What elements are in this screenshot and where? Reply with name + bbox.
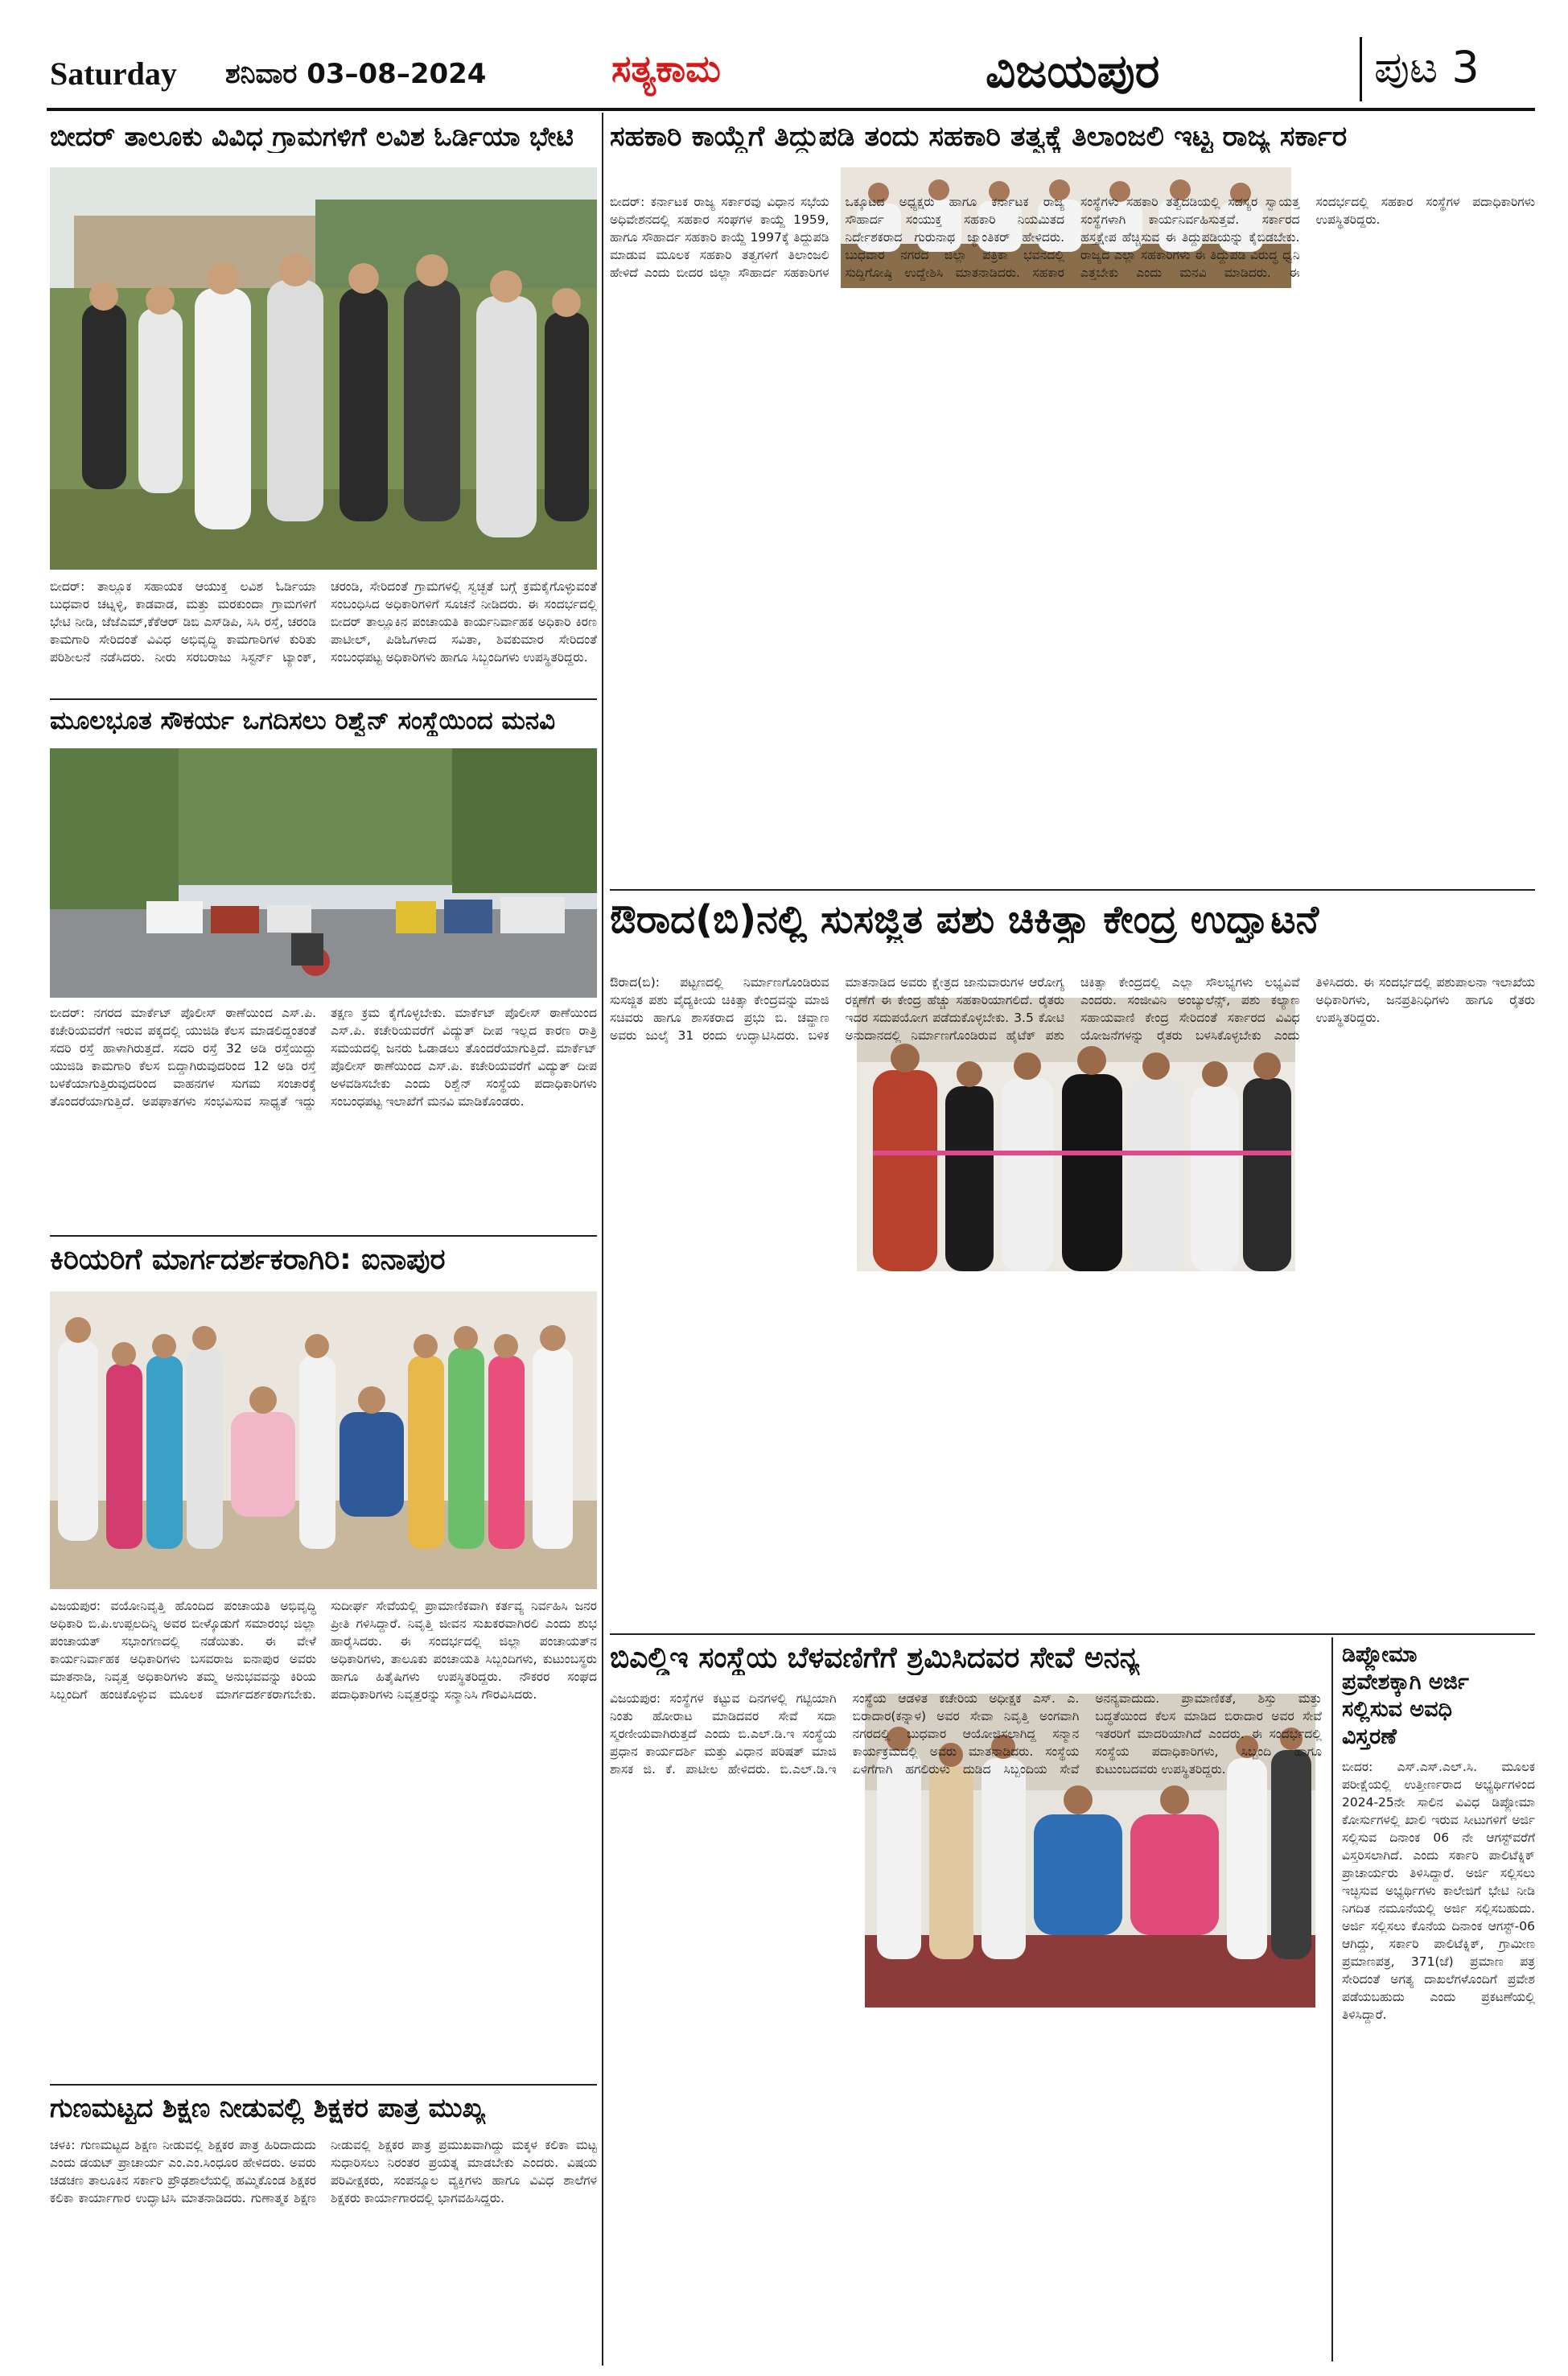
headline-line: ವಿಸ್ತರಣೆ xyxy=(1342,1724,1397,1749)
headline-diploma xyxy=(1342,1641,1535,1751)
headline-railway-request: ಮೂಲಭೂತ ಸೌಕರ್ಯ ಒಗದಿಸಲು ರಿಶ್ವೆನ್ ಸಂಸ್ಥೆಯಿಂದ ಮನವಿ xyxy=(50,706,556,735)
headline-bidar-odia: ಬೀದರ್ ತಾಲೂಕು ವಿವಿಧ ಗ್ರಾಮಗಳಿಗೆ ಲವಿಶ ಓರ್ಡಿಯಾ ಭೇಟಿ xyxy=(50,121,574,152)
edition-city: ವಿಜಯಪುರ xyxy=(986,43,1160,98)
issue-date: ಶನಿವಾರ 03–08–2024 xyxy=(225,58,487,90)
article-body-vet-center: ಔರಾದ(ಬಿ): ಪಟ್ಟಣದಲ್ಲಿ ನಿರ್ಮಾಣಗೊಂಡಿರುವ ಸುಸಜ್ಜಿತ ಪಶು ವೈದ್ಯಕೀಯ ಚಿಕಿತ್ಸಾ ಕೇಂದ್ರವನ್ನು ಮಾಜಿ ಸಚಿವರು ಹಾಗೂ ಶಾಸಕರಾದ ಪ್ರಭು ಬಿ. ಚವ್ಹಾಣ ಅವರು ಜುಲೈ 31 ರಂದು ಉದ್ಘಾಟಿಸಿದರು. ಬಳಿಕ ಮಾತನಾಡಿದ ಅವರು ಕ್ಷೇತ್ರದ ಜಾನುವಾರುಗಳ ಆರೋಗ್ಯ ರಕ್ಷಣೆಗೆ ಈ ಕೇಂದ್ರ ಹೆಚ್ಚು ಸಹಕಾರಿಯಾಗಲಿದೆ. ರೈತರು ಇದರ ಸದುಪಯೋಗ ಪಡೆದುಕೊಳ್ಳಬೇಕು. 3.5 ಕೋಟಿ ಅನುದಾನದಲ್ಲಿ ನಿರ್ಮಾಣಗೊಂಡಿರುವ ಹೈಟೆಕ್ ಪಶು ಚಿಕಿತ್ಸಾ ಕೇಂದ್ರದಲ್ಲಿ ಎಲ್ಲಾ ಸೌಲಭ್ಯಗಳು ಲಭ್ಯವಿವೆ ಎಂದರು. ಸಂಜೀವಿನಿ ಅಂಬ್ಯುಲೆನ್ಸ್, ಪಶು ಕಲ್ಯಾಣ ಸಹಾಯವಾಣಿ ಕೇಂದ್ರ ಸೇರಿದಂತೆ ಸರ್ಕಾರದ ವಿವಿಧ ಯೋಜನೆಗಳನ್ನು ರೈತರು ಬಳಸಿಕೊಳ್ಳಬೇಕು ಎಂದು ತಿಳಿಸಿದರು. ಈ ಸಂದರ್ಭದಲ್ಲಿ ಪಶುಪಾಲನಾ ಇಲಾಖೆಯ ಅಧಿಕಾರಿಗಳು, ಜನಪ್ರತಿನಿಧಿಗಳು ಹಾಗೂ ರೈತರು ಉಪಸ್ಥಿತರಿದ್ದರು. xyxy=(610,975,1535,1043)
masthead-divider xyxy=(1360,37,1362,101)
headline-bldea: ಬಿಎಲ್ಡಿಇ ಸಂಸ್ಥೆಯ ಬೆಳವಣಿಗೆಗೆ ಶ್ರಮಿಸಿದವರ ಸೇವೆ ಅನನ್ಯ xyxy=(610,1641,1140,1674)
photo-officials-village-visit xyxy=(50,167,597,570)
masthead-rule xyxy=(47,108,1535,111)
photo-road-traffic xyxy=(50,748,597,998)
article-body-cooperative: ಬೀದರ್: ಕರ್ನಾಟಕ ರಾಜ್ಯ ಸರ್ಕಾರವು ವಿಧಾನ ಸಭೆಯ ಅಧಿವೇಶನದಲ್ಲಿ ಸಹಕಾರ ಸಂಘಗಳ ಕಾಯ್ದೆ 1959, ಹಾಗೂ ಸೌಹಾರ್ದ ಸಹಕಾರಿ ಕಾಯ್ದೆ 1997ಕ್ಕೆ ತಿದ್ದುಪಡಿ ಮಾಡುವ ಮೂಲಕ ಸಹಕಾರಿ ತತ್ವಗಳಿಗೆ ತಿಲಾಂಜಲಿ ಹೇಳಿದೆ ಎಂದು ಬೀದರ ಜಿಲ್ಲಾ ಸೌಹಾರ್ದ ಸಹಕಾರಿಗಳ ಒಕ್ಕೂಟದ ಅಧ್ಯಕ್ಷರು ಹಾಗೂ ಕರ್ನಾಟಕ ರಾಜ್ಯ ಸೌಹಾರ್ದ ಸಂಯುಕ್ತ ಸಹಕಾರಿ ನಿಯಮಿತದ ನಿರ್ದೇಶಕರಾದ ಗುರುನಾಥ ಜ್ಯಾಂತಿಕರ್ ಹೇಳಿದರು. ಬುಧವಾರ ನಗರದ ಜಿಲ್ಲಾ ಪತ್ರಿಕಾ ಭವನದಲ್ಲಿ ಸುದ್ದಿಗೋಷ್ಠಿ ಉದ್ದೇಶಿಸಿ ಮಾತನಾಡಿದರು. ಸಹಕಾರ ಸಂಸ್ಥೆಗಳು ಸಹಕಾರಿ ತತ್ವದಡಿಯಲ್ಲಿ ಸದಸ್ಯರ ಸ್ವಾಯತ್ತ ಸಂಸ್ಥೆಗಳಾಗಿ ಕಾರ್ಯನಿರ್ವಹಿಸುತ್ತವೆ. ಸರ್ಕಾರದ ಹಸ್ತಕ್ಷೇಪ ಹೆಚ್ಚಿಸುವ ಈ ತಿದ್ದುಪಡಿಯನ್ನು ಕೈಬಿಡಬೇಕು. ರಾಜ್ಯದ ಎಲ್ಲಾ ಸಹಕಾರಿಗಳು ಈ ತಿದ್ದುಪಡಿ ವಿರುದ್ಧ ಧ್ವನಿ ಎತ್ತಬೇಕು ಎಂದು ಮನವಿ ಮಾಡಿದರು. ಈ ಸಂದರ್ಭದಲ್ಲಿ ಸಹಕಾರ ಸಂಸ್ಥೆಗಳ ಪದಾಧಿಕಾರಿಗಳು ಉಪಸ್ಥಿತರಿದ್ದರು. xyxy=(610,195,1535,280)
article-divider xyxy=(50,2084,597,2086)
article-divider xyxy=(610,889,1535,891)
column-rule xyxy=(1331,1637,1333,2362)
page-number: ಪುಟ 3 xyxy=(1374,42,1480,93)
headline-vet-center: ಔರಾದ(ಬಿ)ನಲ್ಲಿ ಸುಸಜ್ಜಿತ ಪಶು ಚಿಕಿತ್ಸಾ ಕೇಂದ್ರ ಉದ್ಘಾಟನೆ xyxy=(610,897,1319,942)
headline-line: ಡಿಪ್ಲೋಮಾ xyxy=(1342,1642,1418,1667)
column-rule xyxy=(602,113,603,2366)
weekday-en: Saturday xyxy=(50,56,177,92)
headline-cooperative: ಸಹಕಾರಿ ಕಾಯ್ದೆಗೆ ತಿದ್ದುಪಡಿ ತಂದು ಸಹಕಾರಿ ತತ್ವಕ್ಕೆ ತಿಲಾಂಜಲಿ ಇಟ್ಟ ರಾಜ್ಯ ಸರ್ಕಾರ xyxy=(610,121,1348,153)
article-body-bldea: ವಿಜಯಪುರ: ಸಂಸ್ಥೆಗಳ ಕಟ್ಟುವ ದಿನಗಳಲ್ಲಿ ಗಟ್ಟಿಯಾಗಿ ನಿಂತು ಹೋರಾಟ ಮಾಡಿದವರ ಸೇವೆ ಸದಾ ಸ್ಮರಣೀಯವಾಗಿರುತ್ತದೆ ಎಂದು ಬಿ.ಎಲ್.ಡಿ.ಇ ಸಂಸ್ಥೆಯ ಪ್ರಧಾನ ಕಾರ್ಯದರ್ಶಿ ಮತ್ತು ವಿಧಾನ ಪರಿಷತ್ ಮಾಜಿ ಶಾಸಕ ಜಿ. ಕೆ. ಪಾಟೀಲ ಹೇಳಿದರು. ಬಿ.ಎಲ್.ಡಿ.ಇ ಸಂಸ್ಥೆಯ ಆಡಳಿತ ಕಚೇರಿಯ ಅಧೀಕ್ಷಕ ಎಸ್. ಎ. ಬಿರಾದಾರ(ಕನ್ನಾಳ) ಅವರ ಸೇವಾ ನಿವೃತ್ತಿ ಅಂಗವಾಗಿ ನಗರದಲ್ಲಿ ಬುಧವಾರ ಆಯೋಜಿಸಲಾಗಿದ್ದ ಸನ್ಮಾನ ಕಾರ್ಯಕ್ರಮದಲ್ಲಿ ಅವರು ಮಾತನಾಡಿದರು. ಸಂಸ್ಥೆಯ ಏಳಿಗೆಗಾಗಿ ಹಗಲಿರುಳು ದುಡಿದ ಸಿಬ್ಬಂದಿಯ ಸೇವೆ ಅನನ್ಯವಾದುದು. ಪ್ರಾಮಾಣಿಕತೆ, ಶಿಸ್ತು ಮತ್ತು ಬದ್ಧತೆಯಿಂದ ಕೆಲಸ ಮಾಡಿದ ಬಿರಾದಾರ ಅವರ ಸೇವೆ ಇತರರಿಗೆ ಮಾದರಿಯಾಗಿದೆ ಎಂದರು. ಈ ಸಂದರ್ಭದಲ್ಲಿ ಸಂಸ್ಥೆಯ ಪದಾಧಿಕಾರಿಗಳು, ಸಿಬ್ಬಂದಿ ಹಾಗೂ ಕುಟುಂಬದವರು ಉಪಸ್ಥಿತರಿದ್ದರು. xyxy=(610,1691,1322,1777)
article-body-railway-request: ಬೀದರ್: ನಗರದ ಮಾರ್ಕೆಟ್ ಪೊಲೀಸ್ ಠಾಣೆಯಿಂದ ಎಸ್.ಪಿ. ಕಚೇರಿಯವರೆಗೆ ಇರುವ ಪಕ್ಕದಲ್ಲಿ ಯುಜಿಡಿ ಕೆಲಸ ಮಾಡಲಿದ್ದಂತಂತೆ ಸದರಿ ರಸ್ತೆ ಹಾಳಾಗಿರುತ್ತದೆ. ಸದರಿ ರಸ್ತೆ 32 ಅಡಿ ರಸ್ತೆಯಿದ್ದು ಯುಜಿಡಿ ಕಾಮಗಾರಿ ಕೆಲಸ ಬಿದ್ದಾಗಿರುವುದರಿಂದ 12 ಅಡಿ ರಸ್ತೆ ಬಳಕೆಯಾಗುತ್ತಿರುವುದರಿಂದ ವಾಹನಗಳ ಸುಗಮ ಸಂಚಾರಕ್ಕೆ ತೊಂದರೆಯಾಗುತ್ತಿದೆ. ಅಪಘಾತಗಳು ಸಂಭವಿಸುವ ಸಾಧ್ಯತೆ ಇದ್ದು ತಕ್ಷಣ ಕ್ರಮ ಕೈಗೊಳ್ಳಬೇಕು. ಮಾರ್ಕೆಟ್ ಪೊಲೀಸ್ ಠಾಣೆಯಿಂದ ಎಸ್.ಪಿ. ಕಚೇರಿಯವರೆಗೆ ವಿದ್ಯುತ್ ದೀಪ ಇಲ್ಲದ ಕಾರಣ ರಾತ್ರಿ ಸಮಯದಲ್ಲಿ ಜನರು ಓಡಾಡಲು ತೊಂದರೆಯಾಗುತ್ತಿದೆ. ಮಾರ್ಕೆಟ್ ಪೊಲೀಸ್ ಠಾಣೆಯಿಂದ ಎಸ್.ಪಿ. ಕಚೇರಿಯವರೆಗೆ ವಿದ್ಯುತ್ ದೀಪ ಅಳವಡಿಸಬೇಕು ಎಂದು ರಿಶ್ವೆನ್ ಸಂಸ್ಥೆಯ ಪದಾಧಿಕಾರಿಗಳು ಸಂಬಂಧಪಟ್ಟ ಇಲಾಖೆಗೆ ಮನವಿ ಮಾಡಿಕೊಂಡರು. xyxy=(50,1006,597,1109)
article-body-diploma: ಬೀದರ: ಎಸ್.ಎಸ್.ಎಲ್.ಸಿ. ಮೂಲಕ ಪರೀಕ್ಷೆಯಲ್ಲಿ ಉತ್ತೀರ್ಣರಾದ ಅಭ್ಯರ್ಥಿಗಳಿಂದ 2024-25ನೇ ಸಾಲಿನ ವಿವಿಧ ಡಿಪ್ಲೋಮಾ ಕೋರ್ಸುಗಳಲ್ಲಿ ಖಾಲಿ ಇರುವ ಸೀಟುಗಳಿಗೆ ಅರ್ಜಿ ಸಲ್ಲಿಸುವ ದಿನಾಂಕ 06 ನೇ ಆಗಸ್ಟ್‌ವರೆಗೆ ವಿಸ್ತರಿಸಲಾಗಿದೆ. ಎಂದು ಸರ್ಕಾರಿ ಪಾಲಿಟೆಕ್ನಿಕ್ ಪ್ರಾಚಾರ್ಯರು ತಿಳಿಸಿದ್ದಾರೆ. ಅರ್ಜಿ ಸಲ್ಲಿಸಲು ಇಚ್ಛಿಸುವ ಅಭ್ಯರ್ಥಿಗಳು ಕಾಲೇಜಿಗೆ ಭೇಟಿ ನೀಡಿ ನಿಗದಿತ ನಮೂನೆಯಲ್ಲಿ ಅರ್ಜಿ ಸಲ್ಲಿಸಬಹುದು. ಅರ್ಜಿ ಸಲ್ಲಿಸಲು ಕೊನೆಯ ದಿನಾಂಕ ಆಗಸ್ಟ್-06 ಆಗಿದ್ದು, ಸರ್ಕಾರಿ ಪಾಲಿಟೆಕ್ನಿಕ್, ಗ್ರಾಮೀಣ ಪ್ರಮಾಣಪತ್ರ, 371(ಜೆ) ಪ್ರಮಾಣ ಪತ್ರ ಸೇರಿದಂತೆ ಅಗತ್ಯ ದಾಖಲೆಗಳೊಂದಿಗೆ ಪ್ರವೇಶ ಪಡೆಯಬಹುದು ಎಂದು ಪ್ರಕಟಣೆಯಲ್ಲಿ ತಿಳಿಸಿದ್ದಾರೆ. xyxy=(1342,1760,1535,2022)
article-body-teachers: ಚಳಕಿ: ಗುಣಮಟ್ಟದ ಶಿಕ್ಷಣ ನೀಡುವಲ್ಲಿ ಶಿಕ್ಷಕರ ಪಾತ್ರ ಹಿರಿದಾದುದು ಎಂದು ಡಯಟ್ ಪ್ರಾಚಾರ್ಯ ಎಂ.ಎಂ.ಸಿಂಧೂರ ಹೇಳಿದರು. ಅವರು ಚಡಚಣ ತಾಲೂಕಿನ ಸರ್ಕಾರಿ ಪ್ರೌಢಶಾಲೆಯಲ್ಲಿ ಹಮ್ಮಿಕೊಂಡ ಶಿಕ್ಷಕರ ಕಲಿಕಾ ಕಾರ್ಯಾಗಾರ ಉದ್ಘಾಟಿಸಿ ಮಾತನಾಡಿದರು. ಗುಣಾತ್ಮಕ ಶಿಕ್ಷಣ ನೀಡುವಲ್ಲಿ ಶಿಕ್ಷಕರ ಪಾತ್ರ ಪ್ರಮುಖವಾಗಿದ್ದು ಮಕ್ಕಳ ಕಲಿಕಾ ಮಟ್ಟ ಸುಧಾರಿಸಲು ನಿರಂತರ ಪ್ರಯತ್ನ ಮಾಡಬೇಕು ಎಂದರು. ವಿಷಯ ಪರಿವೀಕ್ಷಕರು, ಸಂಪನ್ಮೂಲ ವ್ಯಕ್ತಿಗಳು ಹಾಗೂ ವಿವಿಧ ಶಾಲೆಗಳ ಶಿಕ್ಷಕರು ಕಾರ್ಯಾಗಾರದಲ್ಲಿ ಭಾಗವಹಿಸಿದ್ದರು. xyxy=(50,2138,597,2205)
photo-retirement-felicitation xyxy=(50,1291,597,1589)
article-divider xyxy=(50,1235,597,1237)
article-divider xyxy=(610,1633,1535,1635)
headline-line: ಸಲ್ಲಿಸುವ ಅವಧಿ xyxy=(1342,1697,1452,1722)
headline-teachers: ಗುಣಮಟ್ಟದ ಶಿಕ್ಷಣ ನೀಡುವಲ್ಲಿ ಶಿಕ್ಷಕರ ಪಾತ್ರ ಮುಖ್ಯ xyxy=(50,2092,486,2123)
article-body-inapur: ವಿಜಯಪುರ: ವಯೋನಿವೃತ್ತಿ ಹೊಂದಿದ ಪಂಚಾಯತಿ ಅಭಿವೃದ್ಧಿ ಅಧಿಕಾರಿ ಬಿ.ಪಿ.ಉಪ್ಪಲದಿನ್ನಿ ಅವರ ಬೀಳ್ಕೊಡುಗೆ ಸಮಾರಂಭ ಜಿಲ್ಲಾ ಪಂಚಾಯತ್ ಸಭಾಂಗಣದಲ್ಲಿ ನಡೆಯಿತು. ಈ ವೇಳೆ ಕಾರ್ಯನಿರ್ವಾಹಕ ಅಧಿಕಾರಿಗಳು ಬಸವರಾಜ ಐನಾಪುರ ಅವರು ಮಾತನಾಡಿ, ನಿವೃತ್ತ ಅಧಿಕಾರಿಗಳು ತಮ್ಮ ಅನುಭವವನ್ನು ಕಿರಿಯ ಸಿಬ್ಬಂದಿಗೆ ಹಂಚಿಕೊಳ್ಳುವ ಮೂಲಕ ಮಾರ್ಗದರ್ಶಕರಾಗಬೇಕು. ಸುದೀರ್ಘ ಸೇವೆಯಲ್ಲಿ ಪ್ರಾಮಾಣಿಕವಾಗಿ ಕರ್ತವ್ಯ ನಿರ್ವಹಿಸಿ ಜನರ ಪ್ರೀತಿ ಗಳಿಸಿದ್ದಾರೆ. ನಿವೃತ್ತಿ ಜೀವನ ಸುಖಕರವಾಗಿರಲಿ ಎಂದು ಶುಭ ಹಾರೈಸಿದರು. ಈ ಸಂದರ್ಭದಲ್ಲಿ ಜಿಲ್ಲಾ ಪಂಚಾಯತ್‌ನ ಅಧಿಕಾರಿಗಳು, ತಾಲೂಕು ಪಂಚಾಯತಿ ಸಿಬ್ಬಂದಿಗಳು, ಕುಟುಂಬಸ್ಥರು ಹಾಗೂ ಹಿತೈಷಿಗಳು ಉಪಸ್ಥಿತರಿದ್ದರು. ನೌಕರರ ಸಂಘದ ಪದಾಧಿಕಾರಿಗಳು ನಿವೃತ್ತರನ್ನು ಸನ್ಮಾನಿಸಿ ಗೌರವಿಸಿದರು. xyxy=(50,1599,597,1702)
headline-line: ಪ್ರವೇಶಕ್ಕಾಗಿ ಅರ್ಜಿ xyxy=(1342,1670,1469,1694)
newspaper-name: ಸತ್ಯಕಾಮ xyxy=(611,47,721,90)
article-divider xyxy=(50,698,597,700)
article-body-bidar-odia: ಬೀದರ್: ತಾಲ್ಲೂಕ ಸಹಾಯಕ ಆಯುಕ್ತ ಲವಿಶ ಓರ್ಡಿಯಾ ಬುಧವಾರ ಚಟ್ನಳ್ಳಿ, ಕಾಡವಾಡ, ಮತ್ತು ಮರಕುಂದಾ ಗ್ರಾಮಗಳಿಗೆ ಭೇಟಿ ನೀಡಿ, ಜೆಜೆಎಮ್,ಕೆಕೆಆರ್ ಡಿಬಿ ಎಸ್‌ಡಿಪಿ, ಸಿಸಿ ರಸ್ತೆ, ಚರಂಡಿ ಕಾಮಗಾರಿ ಸೇರಿದಂತೆ ವಿವಿಧ ಅಭಿವೃದ್ಧಿ ಕಾಮಗಾರಿಗಳ ಕುರಿತು ಪರಿಶೀಲನೆ ನಡೆಸಿದರು. ನೀರು ಸರಬರಾಜು ಸಿಸ್ಟರ್ನ್ ಟ್ಯಾಂಕ್, ಚರಂಡಿ, ಸೇರಿದಂತೆ ಗ್ರಾಮಗಳಲ್ಲಿ ಸ್ವಚ್ಛತೆ ಬಗ್ಗೆ ಕ್ರಮಕೈಗೊಳ್ಳುವಂತೆ ಸಂಬಂಧಿಸಿದ ಅಧಿಕಾರಿಗಳಿಗೆ ಸೂಚನೆ ನೀಡಿದರು. ಈ ಸಂದರ್ಭದಲ್ಲಿ ಬೀದರ್ ತಾಲ್ಲೂಕಿನ ಪಂಚಾಯತಿ ಕಾರ್ಯನಿರ್ವಾಹಕ ಅಧಿಕಾರಿ ಕಿರಣ ಪಾಟೀಲ್, ಪಿಡಿಓಗಳಾದ ಸವಿತಾ, ಶಿವಕುಮಾರ ಸೇರಿದಂತೆ ಸಂಬಂಧಪಟ್ಟ ಅಧಿಕಾರಿಗಳು ಹಾಗೂ ಸಿಬ್ಬಂದಿಗಳು ಉಪಸ್ಥಿತರಿದ್ದರು. xyxy=(50,579,597,665)
headline-inapur: ಕಿರಿಯರಿಗೆ ಮಾರ್ಗದರ್ಶಕರಾಗಿರಿ: ಐನಾಪುರ xyxy=(50,1243,446,1276)
